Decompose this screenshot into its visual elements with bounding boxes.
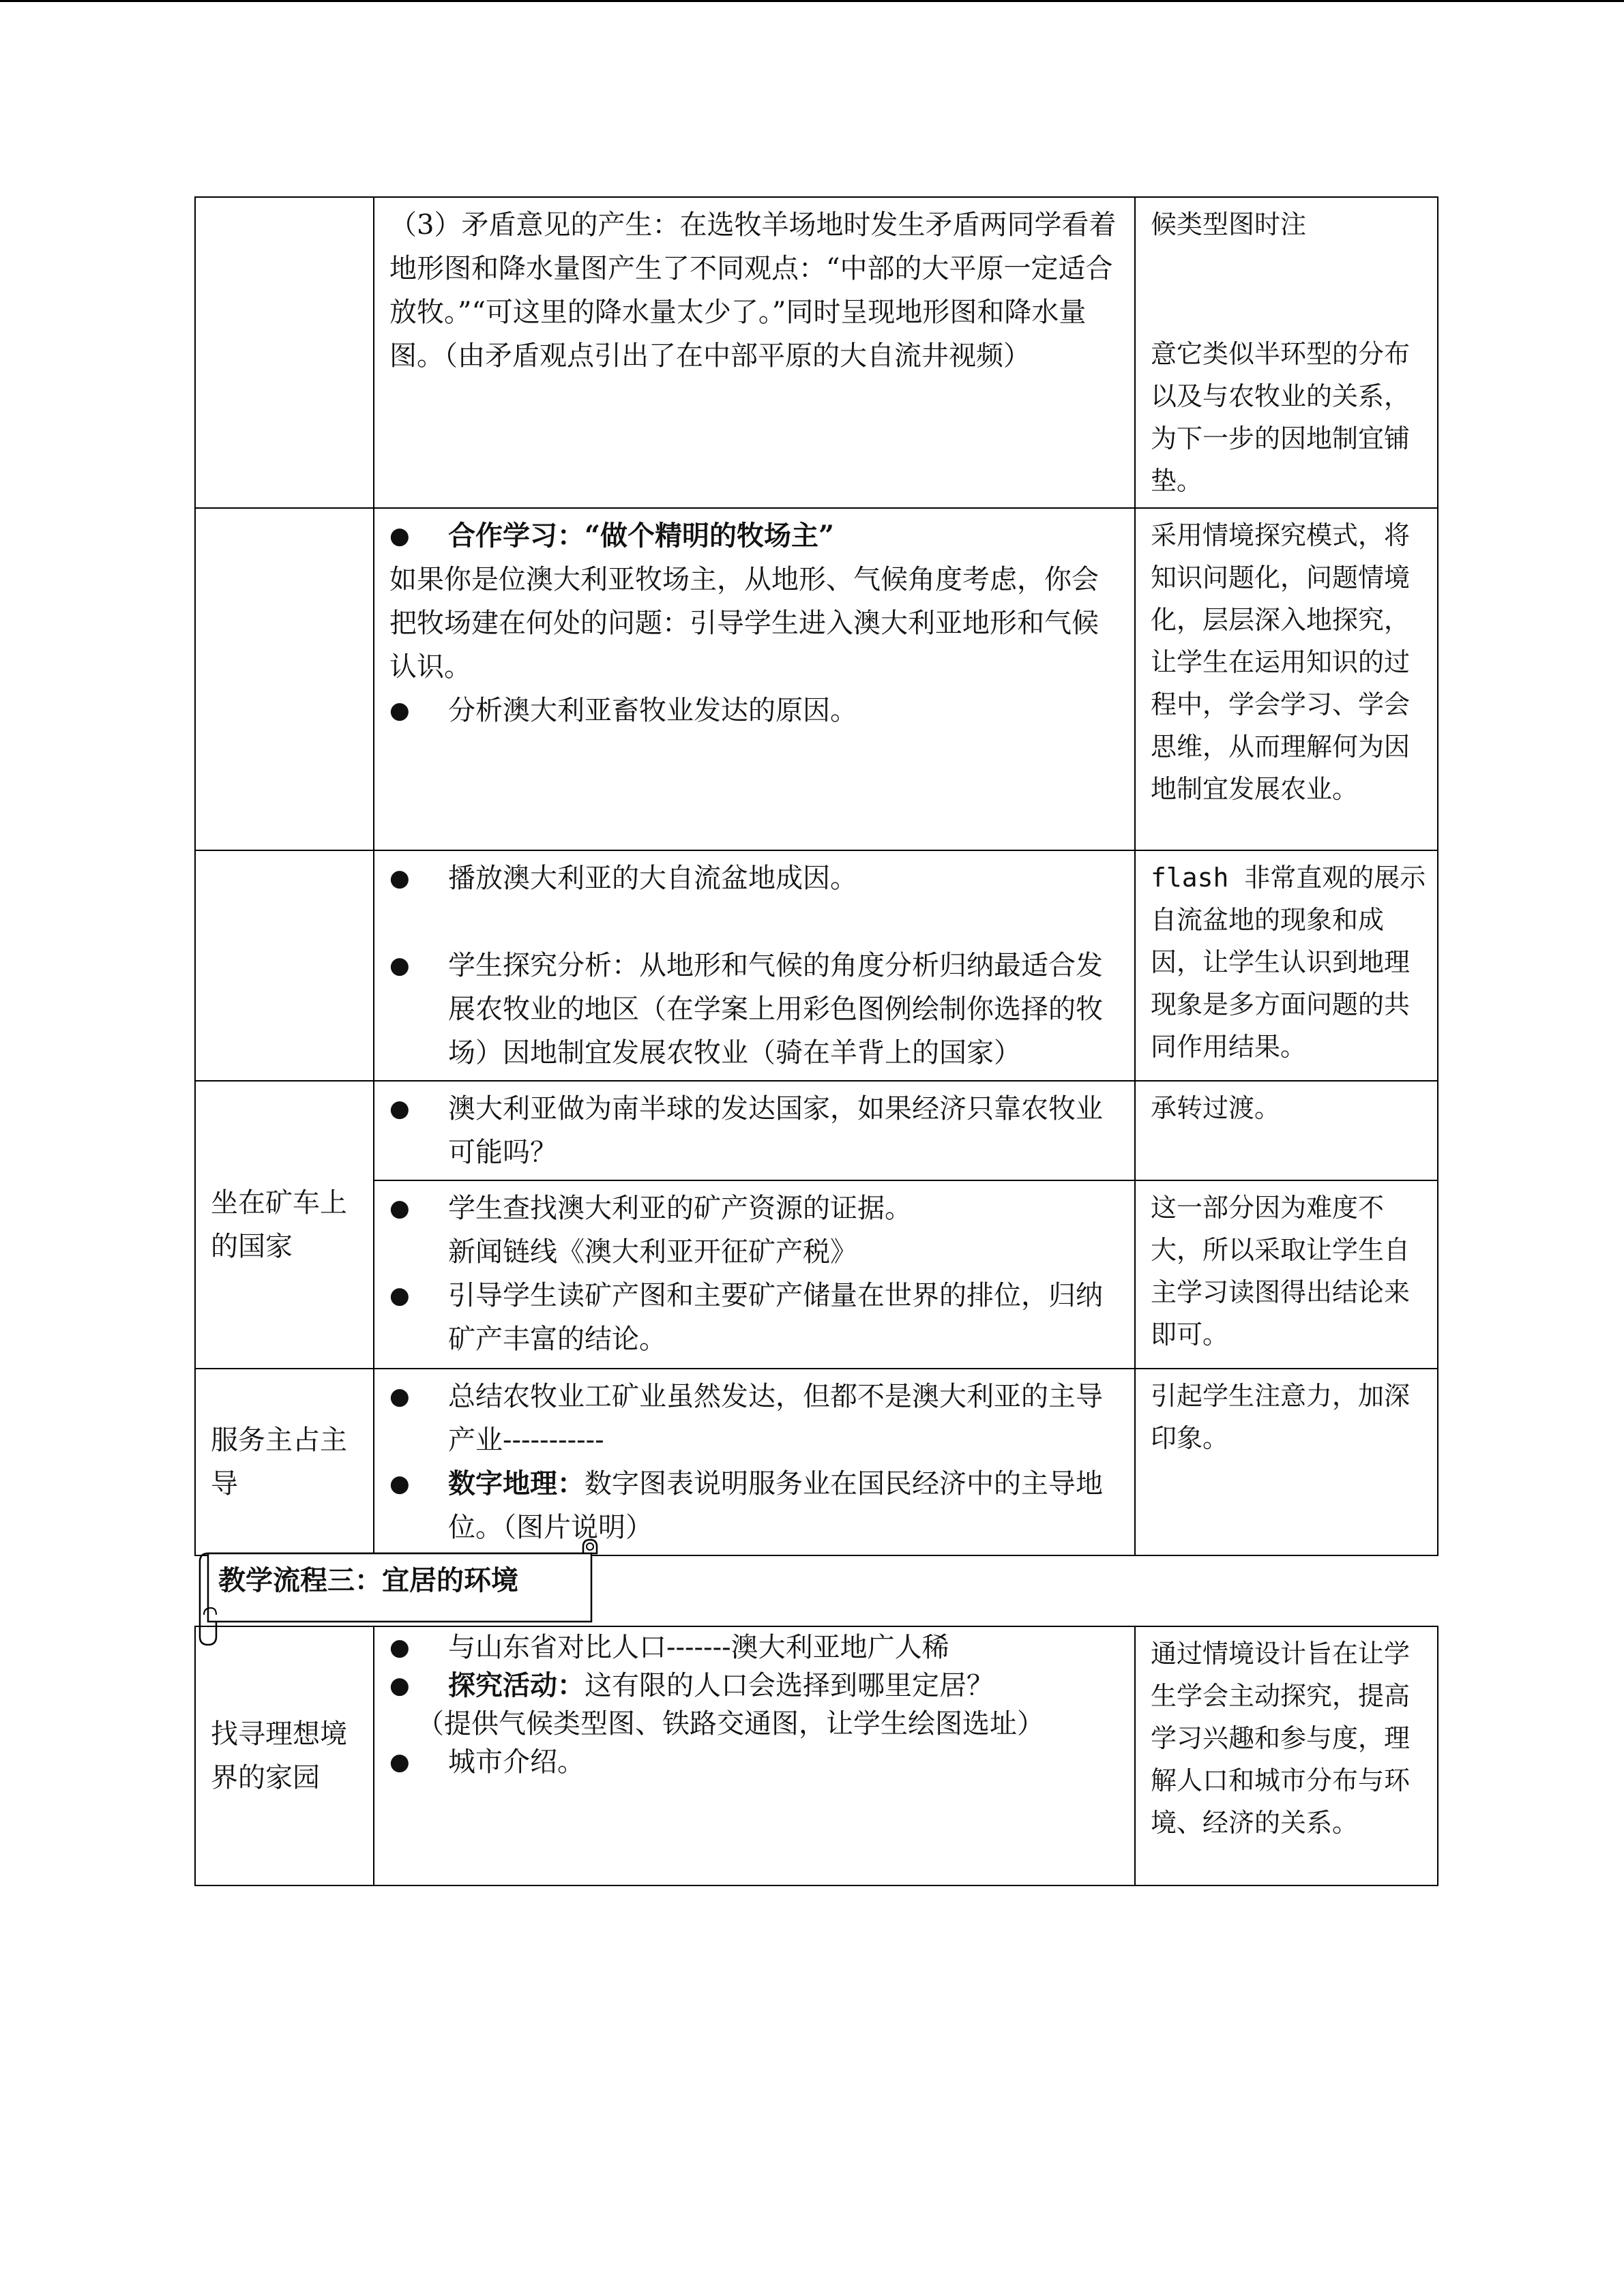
bold-lead: 探究活动： xyxy=(448,1669,585,1701)
stage-label-cell: 服务主占主导 xyxy=(195,1369,374,1555)
bullet-item: ● 与山东省对比人口-------澳大利亚地广人稀 xyxy=(389,1628,1122,1667)
stage-label-cell xyxy=(195,850,374,1081)
design-note-line: 意它类似半环型的分布以及与农牧业的关系，为下一步的因地制宜铺垫。 xyxy=(1151,339,1411,496)
hint-line: （提供气候类型图、铁路交通图，让学生绘图选址） xyxy=(417,1708,1044,1740)
bullet-item: ● 播放澳大利亚的大自流盆地成因。 xyxy=(389,856,1122,900)
bullet-item: ● 学生查找澳大利亚的矿产资源的证据。 xyxy=(389,1187,1122,1230)
stage-label-cell: 找寻理想境界的家园 xyxy=(195,1626,374,1885)
design-note-cell: 这一部分因为难度不大，所以采取让学生自主学习读图得出结论来即可。 xyxy=(1135,1180,1438,1369)
stage-label-cell: 坐在矿车上的国家 xyxy=(195,1081,374,1369)
bullet-item: ● 合作学习：“做个精明的牧场主” xyxy=(389,514,1122,558)
design-note-cell: 采用情境探究模式，将知识问题化，问题情境化，层层深入地探究，让学生在运用知识的过程中，学会学习、学会思维，从而理解何为因地制宜发展农业。 xyxy=(1135,508,1438,850)
bullet-text: 数字图表说明服务业在国民经济中的主导地位。（图片说明） xyxy=(448,1468,1103,1543)
design-note-line: 候类型图时注 xyxy=(1151,209,1307,239)
bullet-text: 这有限的人口会选择到哪里定居？ xyxy=(585,1670,994,1701)
activity-paragraph: 如果你是位澳大利亚牧场主，从地形、气候角度考虑，你会把牧场建在何处的问题：引导学生进入澳大利亚地形和气候认识。 xyxy=(389,564,1099,683)
stage-label-cell xyxy=(195,508,374,850)
activity-cell xyxy=(374,1180,1135,1369)
table-row xyxy=(195,1180,1438,1369)
design-note-cell: 通过情境设计旨在让学生学会主动探究，提高学习兴趣和参与度，理解人口和城市分布与环境、经济的关系。 xyxy=(1135,1626,1438,1885)
activity-cell xyxy=(374,508,1135,850)
bold-lead: 数字地理： xyxy=(448,1467,585,1500)
design-note-cell: flash 非常直观的展示自流盆地的现象和成因，让学生认识到地理现象是多方面问题的共同作用结果。 xyxy=(1135,850,1438,1081)
news-link-line: 新闻链线《澳大利亚开征矿产税》 xyxy=(448,1236,857,1268)
activity-cell xyxy=(374,1369,1135,1555)
table-row xyxy=(195,1081,1438,1180)
bullet-item: ● 学生探究分析：从地形和气候的角度分析归纳最适合发展农牧业的地区（在学案上用彩色图例绘制你选择的牧场）因地制宜发展农牧业（骑在羊背上的国家） xyxy=(389,944,1122,1075)
table-row xyxy=(195,197,1438,508)
lesson-table-1 xyxy=(194,196,1438,1556)
design-note-cell xyxy=(1135,197,1438,508)
bullet-item: ● 城市介绍。 xyxy=(389,1743,1122,1781)
top-border-line xyxy=(0,0,1624,2)
table-row xyxy=(195,1626,1438,1885)
table-row xyxy=(195,508,1438,850)
activity-cell xyxy=(374,1081,1135,1180)
lesson-table-2 xyxy=(194,1626,1438,1886)
design-note-cell: 承转过渡。 xyxy=(1135,1081,1438,1180)
section-title: 教学流程三：宜居的环境 xyxy=(218,1565,518,1596)
bullet-item: ● 澳大利亚做为南半球的发达国家，如果经济只靠农牧业可能吗？ xyxy=(389,1087,1122,1174)
activity-paragraph: （3）矛盾意见的产生：在选牧羊场地时发生矛盾两同学看着地形图和降水量图产生了不同观点：“中部的大平原一定适合放牧。”“可这里的降水量太少了。”同时呈现地形图和降水量图。（由矛盾观点引出了在中部平原的大自流井视频） xyxy=(389,209,1117,372)
activity-cell xyxy=(374,1626,1135,1885)
bullet-item xyxy=(389,1667,1122,1705)
bullet-item: ● 总结农牧业工矿业虽然发达，但都不是澳大利亚的主导产业----------- xyxy=(389,1375,1122,1462)
table-row xyxy=(195,850,1438,1081)
stage-label-cell xyxy=(195,197,374,508)
design-note-cell: 引起学生注意力，加深印象。 xyxy=(1135,1369,1438,1555)
table-row xyxy=(195,1369,1438,1555)
activity-cell xyxy=(374,197,1135,508)
bullet-item: ● 引导学生读矿产图和主要矿产储量在世界的排位，归纳矿产丰富的结论。 xyxy=(389,1274,1122,1361)
activity-cell xyxy=(374,850,1135,1081)
bullet-item: ● 分析澳大利亚畜牧业发达的原因。 xyxy=(389,689,1122,732)
